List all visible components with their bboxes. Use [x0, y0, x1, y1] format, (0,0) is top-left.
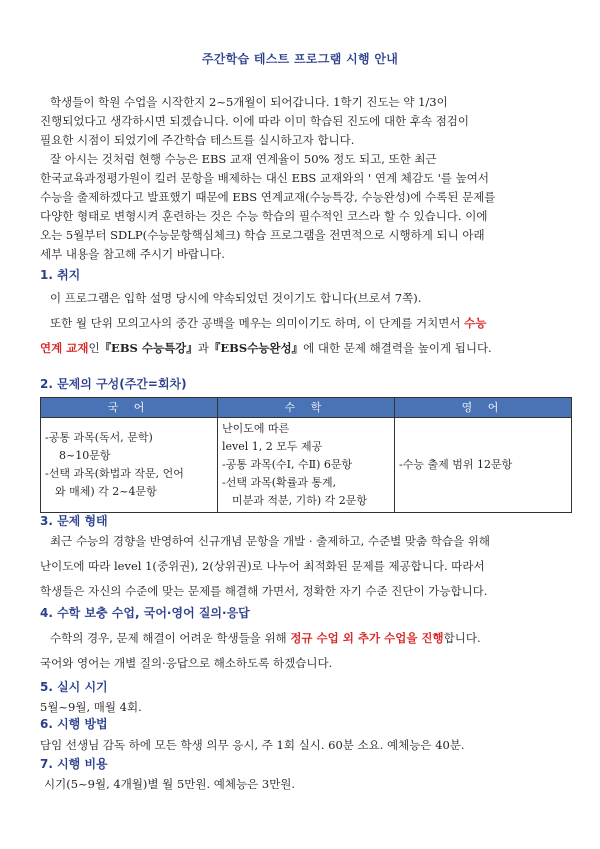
purpose-text: 인: [88, 341, 100, 355]
table-header-korean: 국 어: [41, 398, 218, 418]
supplement-line: [40, 629, 570, 648]
format-line: 최근 수능의 경향을 반영하여 신규개념 문항을 개발 · 출제하고, 수준별 맞춤 학습을 위해: [50, 534, 490, 548]
intro-line: 학생들이 학원 수업을 시작한지 2~5개월이 되어갑니다. 1학기 진도는 약 1/3이: [50, 95, 448, 109]
supplement-text: 수학의 경우, 문제 해결이 어려운 학생들을 위해: [50, 631, 287, 645]
purpose-text: 또한 월 단위 모의고사의 중간 공백을 메우는 의미이기도 하며, 이 단계를 거치면서: [50, 316, 461, 330]
table-cell-korean: [41, 418, 218, 513]
intro-line: 수능을 출제하겠다고 발표했기 때문에 EBS 연계교재(수능특강, 수능완성)에 수록된 문제를: [40, 190, 496, 204]
table-cell-english: [395, 418, 572, 513]
purpose-line: [40, 339, 570, 358]
purpose-book-title: 『EBS 수능특강』: [99, 341, 198, 355]
purpose-emphasis: 수능: [464, 316, 487, 330]
purpose-text: 에 대한 문제 해결력을 높이게 됩니다.: [303, 341, 492, 355]
cell-line: -공통 과목(독서, 문학): [45, 431, 153, 444]
cell-line: -수능 출제 범위 12문항: [399, 458, 513, 471]
section-heading-method: 6. 시행 방법: [40, 717, 108, 731]
cell-line: level 1, 2 모두 제공: [222, 440, 323, 453]
intro-line: 잘 아시는 것처럼 현행 수능은 EBS 교재 연계율이 50% 정도 되고, 또한 최근: [50, 152, 437, 166]
table-header-math: 수 학: [218, 398, 395, 418]
purpose-text: 과: [197, 341, 209, 355]
format-body: [40, 532, 570, 601]
cost-text: 시기(5~9월, 4개월)별 월 5만원. 예체능은 3만원.: [44, 777, 296, 791]
composition-table: [40, 397, 572, 513]
intro-line: 진행되었다고 생각하시면 되겠습니다. 이에 따라 이미 학습된 진도에 대한 후속 점검이: [40, 114, 470, 128]
document-title: 주간학습 테스트 프로그램 시행 안내: [201, 52, 399, 66]
intro-line: 오는 5월부터 SDLP(수능문항핵심체크) 학습 프로그램을 전면적으로 시행하게 되니 아래: [40, 228, 485, 242]
format-line: 난이도에 따라 level 1(중위권), 2(상위권)로 나누어 최적화된 문제를 제공합니다. 따라서: [40, 559, 485, 573]
supplement-emphasis: 정규 수업 외 추가 수업을 진행: [290, 631, 444, 645]
section-heading-period: 5. 실시 시기: [40, 680, 108, 694]
section-heading-purpose: 1. 취지: [40, 268, 81, 282]
purpose-emphasis: 연계 교재: [40, 341, 89, 355]
cell-line: 8~10문항: [59, 449, 111, 462]
supplement-line: 국어와 영어는 개별 질의·응답으로 해소하도록 하겠습니다.: [40, 656, 333, 670]
intro-line: 한국교육과정평가원이 킬러 문항을 배제하는 대신 EBS 교재와의 ' 연계 체감도 '를 높여서: [40, 171, 489, 185]
cell-line: -선택 과목(확률과 통계,: [222, 476, 337, 489]
purpose-body: [40, 289, 570, 358]
supplement-body: [40, 629, 570, 673]
supplement-text: 합니다.: [443, 631, 481, 645]
intro-line: 세부 내용을 참고해 주시기 바랍니다.: [40, 247, 225, 261]
table-cell-math: [218, 418, 395, 513]
table-header-english: 영 어: [395, 398, 572, 418]
section-heading-cost: 7. 시행 비용: [40, 757, 108, 771]
cell-line: -공통 과목(수Ⅰ, 수Ⅱ) 6문항: [222, 458, 353, 471]
cell-line: 미분과 적분, 기하) 각 2문항: [232, 494, 368, 507]
intro-paragraph-1: [40, 93, 570, 150]
intro-paragraph-2: [40, 150, 570, 264]
section-heading-composition: 2. 문제의 구성(주간=회차): [40, 377, 187, 391]
table-header-row: [41, 398, 572, 418]
purpose-line: 이 프로그램은 입학 설명 당시에 약속되었던 것이기도 합니다(브로셔 7쪽).: [50, 291, 422, 305]
cell-line: 와 매체) 각 2~4문항: [55, 485, 157, 498]
intro-line: 다양한 형태로 변형시켜 훈련하는 것은 수능 학습의 필수적인 코스라 할 수 있습니다. 이에: [40, 209, 488, 223]
table-row: [41, 418, 572, 513]
section-heading-supplement: 4. 수학 보충 수업, 국어·영어 질의·응답: [40, 606, 250, 620]
intro-line: 필요한 시점이 되었기에 주간학습 테스트를 실시하고자 합니다.: [40, 133, 355, 147]
purpose-book-title: 『EBS수능완성』: [208, 341, 304, 355]
cell-line: 난이도에 따른: [222, 422, 290, 435]
section-heading-format: 3. 문제 형태: [40, 514, 108, 528]
format-line: 학생들은 자신의 수준에 맞는 문제를 해결해 가면서, 정확한 자기 수준 진단이 가능합니다.: [40, 584, 488, 598]
method-text: 담임 선생님 감독 하에 모든 학생 의무 응시, 주 1회 실시. 60분 소요. 예체능은 40분.: [40, 738, 465, 752]
period-text: 5월~9월, 매월 4회.: [40, 700, 142, 714]
purpose-line: [40, 314, 570, 333]
cell-line: -선택 과목(화법과 작문, 언어: [45, 467, 184, 480]
